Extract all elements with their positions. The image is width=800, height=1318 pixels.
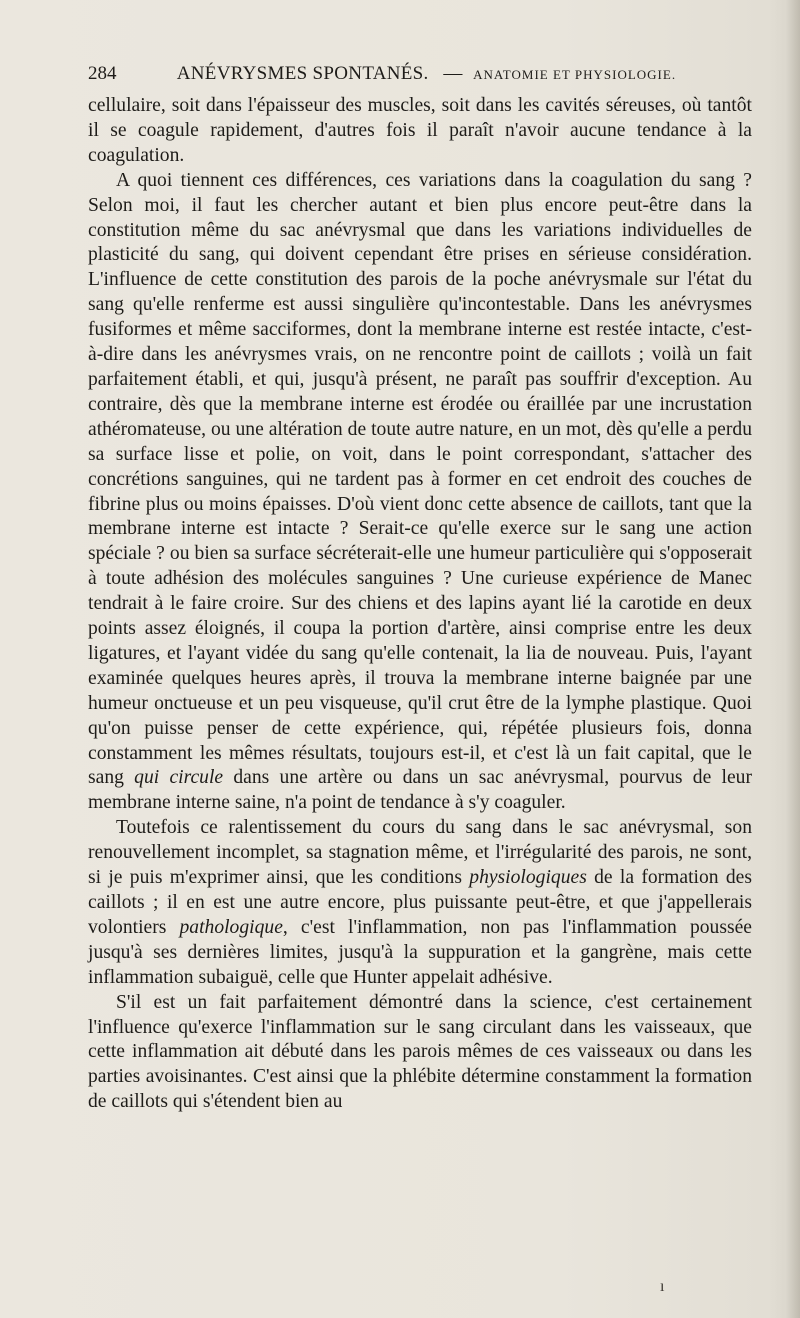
text-run: Toutefois ce ralentissement du cours du sang dans le sac anévrysmal, son renouvellement incomplet, sa stagnation même, et l'irrégularité des parois, ne sont, si je puis m'exprimer ainsi, que les conditions <box>88 817 752 889</box>
paragraph <box>88 94 752 169</box>
text-run: cellulaire, soit dans l'épaisseur des muscles, soit dans les cavités séreuses, où tantôt il se coagule rapidement, d'autres fois il paraît n'avoir aucune tendance à la coagulation. <box>88 95 752 166</box>
body-text <box>88 94 752 1115</box>
italic-text-run: physiologiques <box>469 867 587 889</box>
text-run: de la formation des caillots ; il en est une autre encore, plus puissante peut-être, et que j'appellerais volontiers <box>88 867 752 938</box>
paragraph <box>88 816 752 990</box>
running-separator: — <box>443 63 463 84</box>
text-run: dans une artère ou dans un sac anévrysmal, pourvus de leur membrane interne saine, n'a point de tendance à s'y coaguler. <box>88 767 752 814</box>
italic-text-run: pathologique <box>179 916 283 938</box>
running-title: ANÉVRYSMES SPONTANÉS. <box>176 63 429 84</box>
paragraph <box>88 991 752 1116</box>
page-edge-shadow <box>786 0 800 1318</box>
page-number: 284 <box>88 63 117 84</box>
text-run: S'il est un fait parfaitement démontré dans la science, c'est certainement l'influence qu'exerce l'inflammation sur le sang circulant dans les vaisseaux, que cette inflammation ait débuté dans les parois mêmes de ces vaisseaux ou dans les parties avoisinantes. C'est ainsi que la phlébite détermine constamment la formation de caillots qui s'étendent bien au <box>88 991 752 1113</box>
paragraph <box>88 169 752 817</box>
running-subtitle: ANATOMIE ET PHYSIOLOGIE. <box>473 67 677 82</box>
text-run: , c'est l'inflammation, non pas l'inflammation poussée jusqu'à ses dernières limites, jusqu'à la suppuration et la gangrène, mais cette inflammation subaiguë, celle que Hunter appelait adhésive. <box>88 916 752 988</box>
italic-text-run: qui circule <box>134 767 224 789</box>
text-run: A quoi tiennent ces différences, ces variations dans la coagulation du sang ? Selon moi, il faut les chercher autant et bien plus encore peut-être dans la constitution même du sac anévrysmal que dans les variations individuelles de plasticité du sang, qui doivent cependant être prises en sérieuse considération. L'influence de cette constitution des parois de la poche anévrysmale sur l'état du sang qu'elle renferme est aussi singulière qu'incontestable. Dans les anévrysmes fusiformes et même sacciformes, dont la membrane interne est restée intacte, c'est-à-dire dans les anévrysmes vrais, on ne rencontre point de caillots ; voilà un fait parfaitement établi, et qui, jusqu'à présent, ne paraît pas souffrir d'exception. Au contraire, dès que la membrane interne est érodée ou éraillée par une incrustation athéromateuse, ou une altération de toute autre nature, en un mot, dès qu'elle a perdu sa surface lisse et polie, on voit, dans le point correspondant, s'attacher des concrétions sanguines, qui ne tardent pas à former en cet endroit des couches de fibrine plus ou moins épaisses. D'où vient donc cette absence de caillots, tant que la membrane interne est intacte ? Serait-ce qu'elle exerce sur le sang une action spéciale ? ou bien sa surface sécréterait-elle une humeur particulière qui s'opposerait à toute adhésion des molécules sanguines ? Une curieuse expérience de Manec tendrait à le faire croire. Sur des chiens et des lapins ayant lié la carotide en deux points assez éloignés, il coupa la portion d'artère, ainsi comprise entre les deux ligatures, et l'ayant vidée du sang qu'elle contenait, la lia de nouveau. Puis, l'ayant examinée quelques heures après, il trouva la membrane interne baignée par une humeur onctueuse et un peu visqueuse, qu'il crut être de la lymphe plastique. Quoi qu'on puisse penser de cette expérience, qui, répétée plusieurs fois, donna constamment les mêmes résultats, toujours est-il, et c'est là un fait capital, que le sang <box>88 169 752 789</box>
running-header <box>88 60 768 88</box>
footer-mark: ı <box>660 1278 665 1295</box>
